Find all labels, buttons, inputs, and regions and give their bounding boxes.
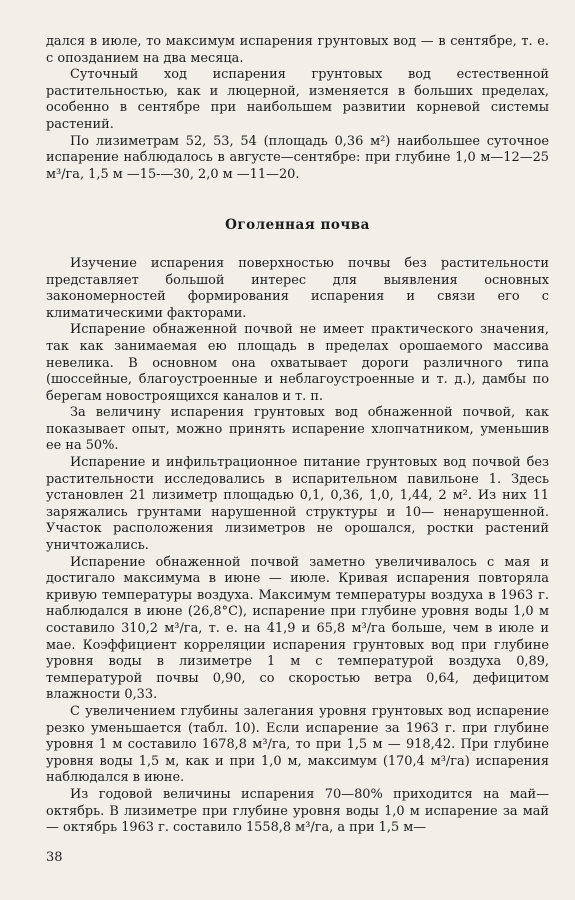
- page-number: 38: [46, 850, 63, 865]
- paragraph: За величину испарения грунтовых вод обнаженной почвой, как показывает опыт, можно принять испарение хлопчатником, уменьшив ее на 50%.: [46, 405, 549, 454]
- page-body: [46, 34, 549, 837]
- paragraph: С увеличением глубины залегания уровня грунтовых вод испарение резко уменьшается (табл. 10). Если испарение за 1963 г. при глубине уровня 1 м составило 1678,8 м³/га, то при 1,5 м — 918,42. При глубине уровня воды 1,5 м, как и при 1,0 м, максимум (170,4 м³/га) испарения наблюдался в июне.: [46, 703, 549, 786]
- paragraph: Испарение и инфильтрационное питание грунтовых вод почвой без растительности исследовались в испарительном павильоне 1. Здесь установлен 21 лизиметр площадью 0,1, 0,36, 1,0, 1,44, 2 м². Из них 11 заряжались грунтами нарушенной структуры и 10— ненарушенной. Участок расположения лизиметров не орошался, ростки растений уничтожались.: [46, 455, 549, 554]
- section-heading: Оголенная почва: [225, 217, 370, 234]
- paragraph: Из годовой величины испарения 70—80% приходится на май— октябрь. В лизиметре при глубине уровня воды 1,0 м испарение за май — октябрь 1963 г. составило 1558,8 м³/га, а при 1,5 м—: [46, 786, 549, 836]
- paragraph: дался в июле, то максимум испарения грунтовых вод — в сентябре, т. е. с опозданием на два месяца.: [46, 34, 549, 66]
- paragraph: Изучение испарения поверхностью почвы без растительности представляет большой интерес для выявления основных закономерностей формирования испарения и связи его с климатическими факторами.: [46, 255, 549, 321]
- paragraph: Испарение обнаженной почвой заметно увеличивалось с мая и достигало максимума в июне — июле. Кривая испарения повторяла кривую температуры воздуха. Максимум температуры воздуха в 1963 г. наблюдался в июне (26,8°С), испарение при глубине уровня воды 1,0 м составило 310,2 м³/га, т. е. на 41,9 и 65,8 м³/га больше, чем в июле и мае. Коэффициент корреляции испарения грунтовых вод при глубине уровня воды в лизиметре 1 м с температурой воздуха 0,89, температурой почвы 0,90, со скоростью ветра 0,64, дефицитом влажности 0,33.: [46, 554, 549, 703]
- paragraph: Суточный ход испарения грунтовых вод естественной растительностью, как и люцерной, изменяется в больших пределах, особенно в сентябре при наибольшем развитии корневой системы растений.: [46, 67, 549, 132]
- paragraph: Испарение обнаженной почвой не имеет практического значения, так как занимаемая ею площадь в пределах орошаемого массива невелика. В основном она охватывает дороги различного типа (шоссейные, благоустроенные и неблагоустроенные и т. д.), дамбы по берегам новостроящихся каналов и т. п.: [46, 322, 549, 404]
- paragraph: По лизиметрам 52, 53, 54 (площадь 0,36 м²) наибольшее суточное испарение наблюдалось в августе—сентябре: при глубине 1,0 м—12—25 м³/га, 1,5 м —15-—30, 2,0 м —11—20.: [46, 133, 549, 182]
